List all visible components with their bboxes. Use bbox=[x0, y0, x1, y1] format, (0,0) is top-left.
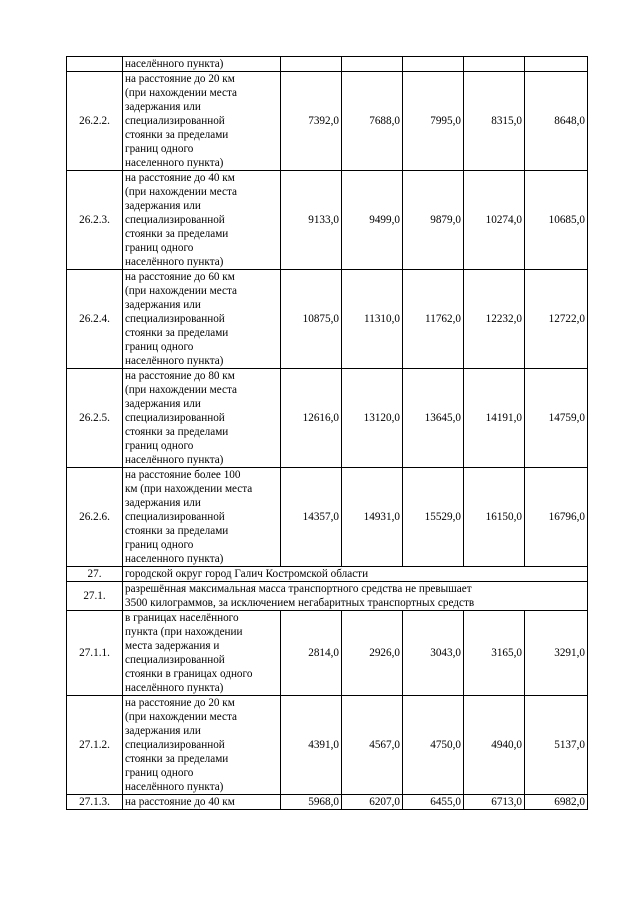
price-cell: 4567,0 bbox=[342, 696, 403, 795]
row-number: 27.1.2. bbox=[67, 696, 123, 795]
price-cell: 9133,0 bbox=[281, 171, 342, 270]
table-body bbox=[67, 57, 588, 810]
price-cell: 4940,0 bbox=[464, 696, 525, 795]
row-description: населённого пункта) bbox=[123, 57, 281, 72]
price-cell: 6713,0 bbox=[464, 795, 525, 810]
table-row bbox=[67, 72, 588, 171]
row-description: на расстояние более 100 км (при нахождении места задержания или специализированной стоянки за пределами границ одного населенного пункта) bbox=[123, 468, 281, 567]
row-number: 26.2.6. bbox=[67, 468, 123, 567]
price-cell bbox=[342, 57, 403, 72]
row-description: на расстояние до 20 км (при нахождении места задержания или специализированной стоянки за пределами границ одного населённого пункта) bbox=[123, 696, 281, 795]
price-cell bbox=[525, 57, 588, 72]
price-cell: 2814,0 bbox=[281, 611, 342, 696]
price-cell: 7995,0 bbox=[403, 72, 464, 171]
row-number: 27.1.3. bbox=[67, 795, 123, 810]
table-row bbox=[67, 468, 588, 567]
price-cell: 11310,0 bbox=[342, 270, 403, 369]
price-cell: 8315,0 bbox=[464, 72, 525, 171]
table-row bbox=[67, 696, 588, 795]
table-row bbox=[67, 369, 588, 468]
table-row bbox=[67, 611, 588, 696]
price-cell: 3165,0 bbox=[464, 611, 525, 696]
price-cell: 8648,0 bbox=[525, 72, 588, 171]
row-description: на расстояние до 80 км (при нахождении места задержания или специализированной стоянки за пределами границ одного населённого пункта) bbox=[123, 369, 281, 468]
row-description: на расстояние до 20 км (при нахождении места задержания или специализированной стоянки за пределами границ одного населенного пункта) bbox=[123, 72, 281, 171]
price-cell: 12232,0 bbox=[464, 270, 525, 369]
price-cell: 6207,0 bbox=[342, 795, 403, 810]
row-number: 26.2.3. bbox=[67, 171, 123, 270]
section-row bbox=[67, 582, 588, 611]
price-cell bbox=[464, 57, 525, 72]
price-cell: 10685,0 bbox=[525, 171, 588, 270]
price-cell: 12616,0 bbox=[281, 369, 342, 468]
price-cell: 14931,0 bbox=[342, 468, 403, 567]
price-cell: 12722,0 bbox=[525, 270, 588, 369]
price-cell: 11762,0 bbox=[403, 270, 464, 369]
price-cell bbox=[281, 57, 342, 72]
row-number: 27.1.1. bbox=[67, 611, 123, 696]
price-cell: 2926,0 bbox=[342, 611, 403, 696]
row-description: на расстояние до 40 км (при нахождении места задержания или специализированной стоянки за пределами границ одного населённого пункта) bbox=[123, 171, 281, 270]
row-number: 26.2.2. bbox=[67, 72, 123, 171]
row-description: на расстояние до 60 км (при нахождении места задержания или специализированной стоянки за пределами границ одного населённого пункта) bbox=[123, 270, 281, 369]
row-number: 27.1. bbox=[67, 582, 123, 611]
price-cell: 13645,0 bbox=[403, 369, 464, 468]
price-cell: 10274,0 bbox=[464, 171, 525, 270]
price-cell: 14357,0 bbox=[281, 468, 342, 567]
price-cell: 4391,0 bbox=[281, 696, 342, 795]
row-number bbox=[67, 57, 123, 72]
section-title: разрешённая максимальная масса транспортного средства не превышает 3500 килограммов, за исключением негабаритных транспортных средств bbox=[123, 582, 588, 611]
price-cell: 7688,0 bbox=[342, 72, 403, 171]
table-row bbox=[67, 57, 588, 72]
price-cell: 16796,0 bbox=[525, 468, 588, 567]
row-description: в границах населённого пункта (при нахождении места задержания и специализированной стоянки в границах одного населённого пункта) bbox=[123, 611, 281, 696]
price-cell: 6982,0 bbox=[525, 795, 588, 810]
price-cell: 3043,0 bbox=[403, 611, 464, 696]
price-cell: 5137,0 bbox=[525, 696, 588, 795]
table-row bbox=[67, 795, 588, 810]
price-cell: 10875,0 bbox=[281, 270, 342, 369]
row-description: на расстояние до 40 км bbox=[123, 795, 281, 810]
price-cell: 16150,0 bbox=[464, 468, 525, 567]
section-row bbox=[67, 567, 588, 582]
row-number: 27. bbox=[67, 567, 123, 582]
row-number: 26.2.4. bbox=[67, 270, 123, 369]
price-cell: 9879,0 bbox=[403, 171, 464, 270]
price-cell: 6455,0 bbox=[403, 795, 464, 810]
section-title: городской округ город Галич Костромской области bbox=[123, 567, 588, 582]
price-cell: 13120,0 bbox=[342, 369, 403, 468]
price-cell: 14191,0 bbox=[464, 369, 525, 468]
price-cell: 4750,0 bbox=[403, 696, 464, 795]
row-number: 26.2.5. bbox=[67, 369, 123, 468]
price-cell: 3291,0 bbox=[525, 611, 588, 696]
price-cell: 9499,0 bbox=[342, 171, 403, 270]
table-row bbox=[67, 171, 588, 270]
price-cell bbox=[403, 57, 464, 72]
price-cell: 7392,0 bbox=[281, 72, 342, 171]
tariff-table bbox=[66, 56, 588, 810]
price-cell: 5968,0 bbox=[281, 795, 342, 810]
price-cell: 15529,0 bbox=[403, 468, 464, 567]
table-row bbox=[67, 270, 588, 369]
price-cell: 14759,0 bbox=[525, 369, 588, 468]
